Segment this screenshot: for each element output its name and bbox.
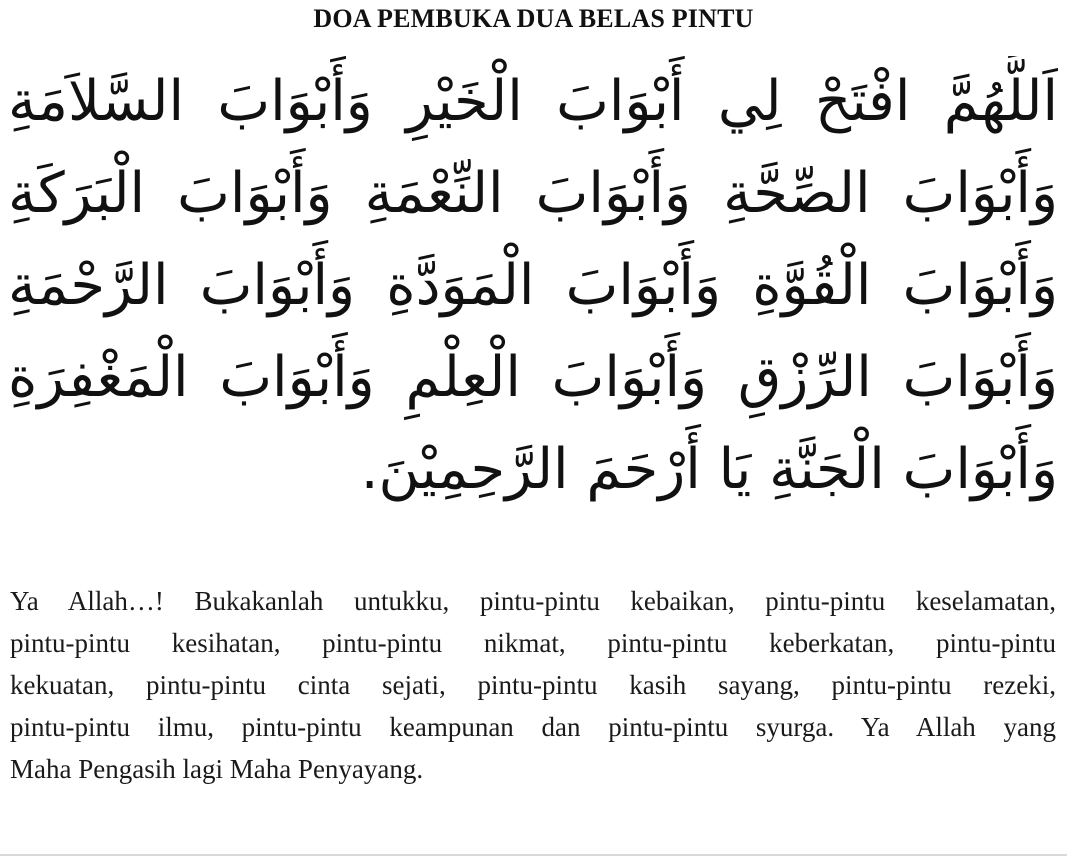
translation-line-1: Ya Allah…! Bukakanlah untukku, pintu-pintu kebaikan, pintu-pintu keselamatan, xyxy=(10,586,1056,616)
translation-line-3: kekuatan, pintu-pintu cinta sejati, pintu-pintu kasih sayang, pintu-pintu rezeki, xyxy=(10,670,1056,700)
arabic-line-2: وَأَبْوَابَ الصِّحَّةِ وَأَبْوَابَ النِّعْمَةِ وَأَبْوَابَ الْبَرَكَةِ xyxy=(8,161,1058,226)
page-title: DOA PEMBUKA DUA BELAS PINTU xyxy=(313,4,754,33)
translation-line-4: pintu-pintu ilmu, pintu-pintu keampunan dan pintu-pintu syurga. Ya Allah yang xyxy=(10,712,1056,742)
arabic-line-5: وَأَبْوَابَ الْجَنَّةِ يَا أَرْحَمَ الرَّحِمِيْنَ. xyxy=(360,437,1058,502)
translation-paragraph xyxy=(10,580,1056,790)
arabic-line-4: وَأَبْوَابَ الرِّزْقِ وَأَبْوَابَ الْعِلْمِ وَأَبْوَابَ الْمَغْفِرَةِ xyxy=(8,345,1058,410)
translation-line-2: pintu-pintu kesihatan, pintu-pintu nikmat, pintu-pintu keberkatan, pintu-pintu xyxy=(10,628,1056,658)
translation-line-5: Maha Pengasih lagi Maha Penyayang. xyxy=(10,754,424,784)
bottom-divider xyxy=(0,854,1067,856)
arabic-line-3: وَأَبْوَابَ الْقُوَّةِ وَأَبْوَابَ الْمَوَدَّةِ وَأَبْوَابَ الرَّحْمَةِ xyxy=(8,253,1058,318)
arabic-line-1: اَللَّهُمَّ افْتَحْ لِي أَبْوَابَ الْخَيْرِ وَأَبْوَابَ السَّلاَمَةِ xyxy=(8,69,1058,134)
arabic-prayer-text xyxy=(8,56,1058,516)
